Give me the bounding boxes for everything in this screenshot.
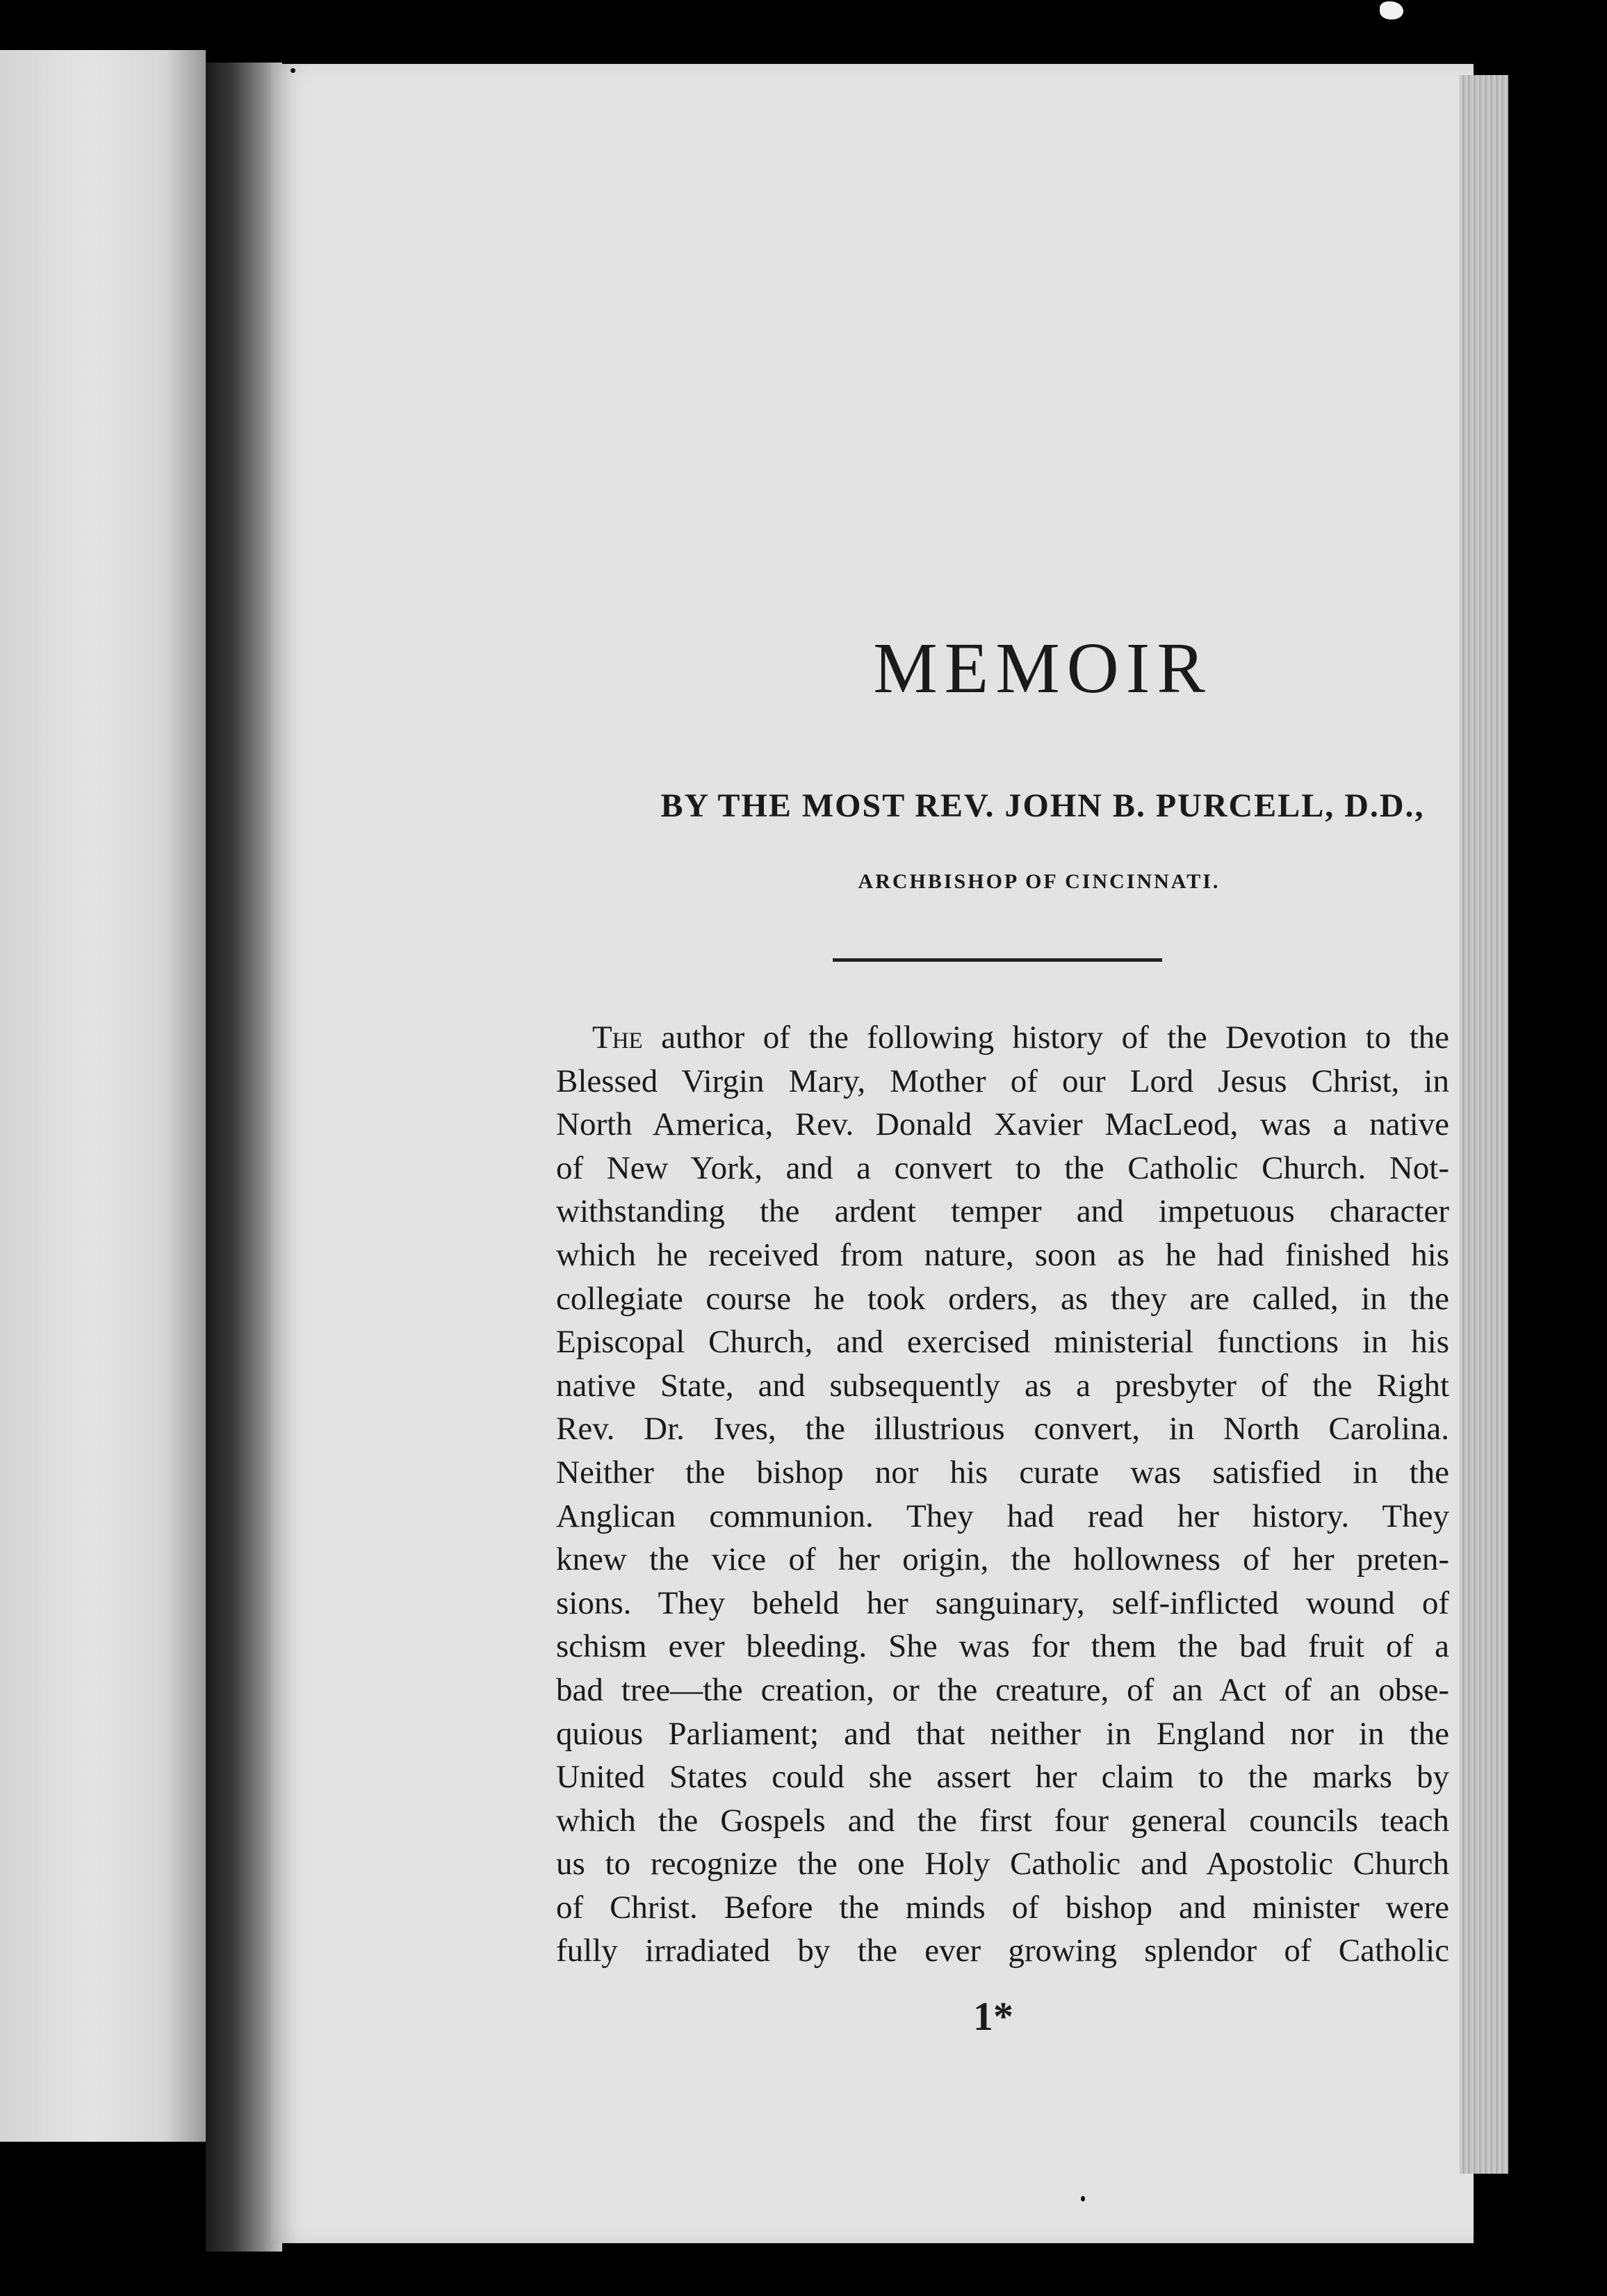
body-line: which he received from nature, soon as he had finished his — [556, 1236, 1449, 1273]
scan-speck — [291, 68, 295, 73]
body-line: sions. They beheld her sanguinary, self-inflicted wound of — [556, 1584, 1449, 1621]
body-line: collegiate course he took orders, as they are called, in the — [556, 1280, 1449, 1317]
body-line: Neither the bishop nor his curate was satisfied in the — [556, 1454, 1449, 1491]
page-stack-edges — [1460, 75, 1508, 2174]
author-title-line: ARCHBISHOP OF CINCINNATI. — [858, 870, 1221, 893]
body-line: native State, and subsequently as a presbyter of the Right — [556, 1367, 1449, 1404]
body-line: quious Parliament; and that neither in England nor in the — [556, 1715, 1449, 1752]
body-line: Episcopal Church, and exercised ministerial functions in his — [556, 1324, 1449, 1361]
body-line: us to recognize the one Holy Catholic and Apostolic Church — [556, 1846, 1449, 1883]
scan-speck — [1081, 2196, 1085, 2201]
drop-word: The — [592, 1019, 643, 1056]
body-line: schism ever bleeding. She was for them the bad fruit of a — [556, 1628, 1449, 1665]
body-line: bad tree—the creation, or the creature, of an Act of an obse- — [556, 1671, 1449, 1708]
body-line: North America, Rev. Donald Xavier MacLeod, was a native — [556, 1106, 1449, 1143]
book-page — [271, 64, 1474, 2243]
page-content — [549, 64, 1453, 2243]
body-line: fully irradiated by the ever growing splendor of Catholic — [556, 1933, 1449, 1969]
body-line: of Christ. Before the minds of bishop and minister were — [556, 1889, 1449, 1926]
body-line: knew the vice of her origin, the hollowness of her preten- — [556, 1541, 1449, 1578]
body-line: United States could she assert her claim to the marks by — [556, 1759, 1449, 1796]
page-folio: 1* — [973, 1994, 1013, 2039]
scan-artifact — [1380, 1, 1403, 19]
body-line: The author of the following history of the Devotion to the — [592, 1019, 1449, 1056]
body-line: Rev. Dr. Ives, the illustrious convert, in North Carolina. — [556, 1411, 1449, 1448]
body-line: of New York, and a convert to the Catholic Church. Not- — [556, 1149, 1449, 1186]
memoir-title: MEMOIR — [873, 628, 1212, 708]
body-line: Blessed Virgin Mary, Mother of our Lord Jesus Christ, in — [556, 1063, 1449, 1099]
body-line: withstanding the ardent temper and impetuous character — [556, 1193, 1449, 1230]
author-byline: BY THE MOST REV. JOHN B. PURCELL, D.D., — [660, 787, 1425, 824]
memoir-body-text — [556, 1016, 1449, 1973]
section-rule — [833, 958, 1162, 962]
body-line: Anglican communion. They had read her history. They — [556, 1498, 1449, 1534]
body-line: which the Gospels and the first four general councils teach — [556, 1802, 1449, 1839]
facing-page-left — [0, 50, 206, 2142]
